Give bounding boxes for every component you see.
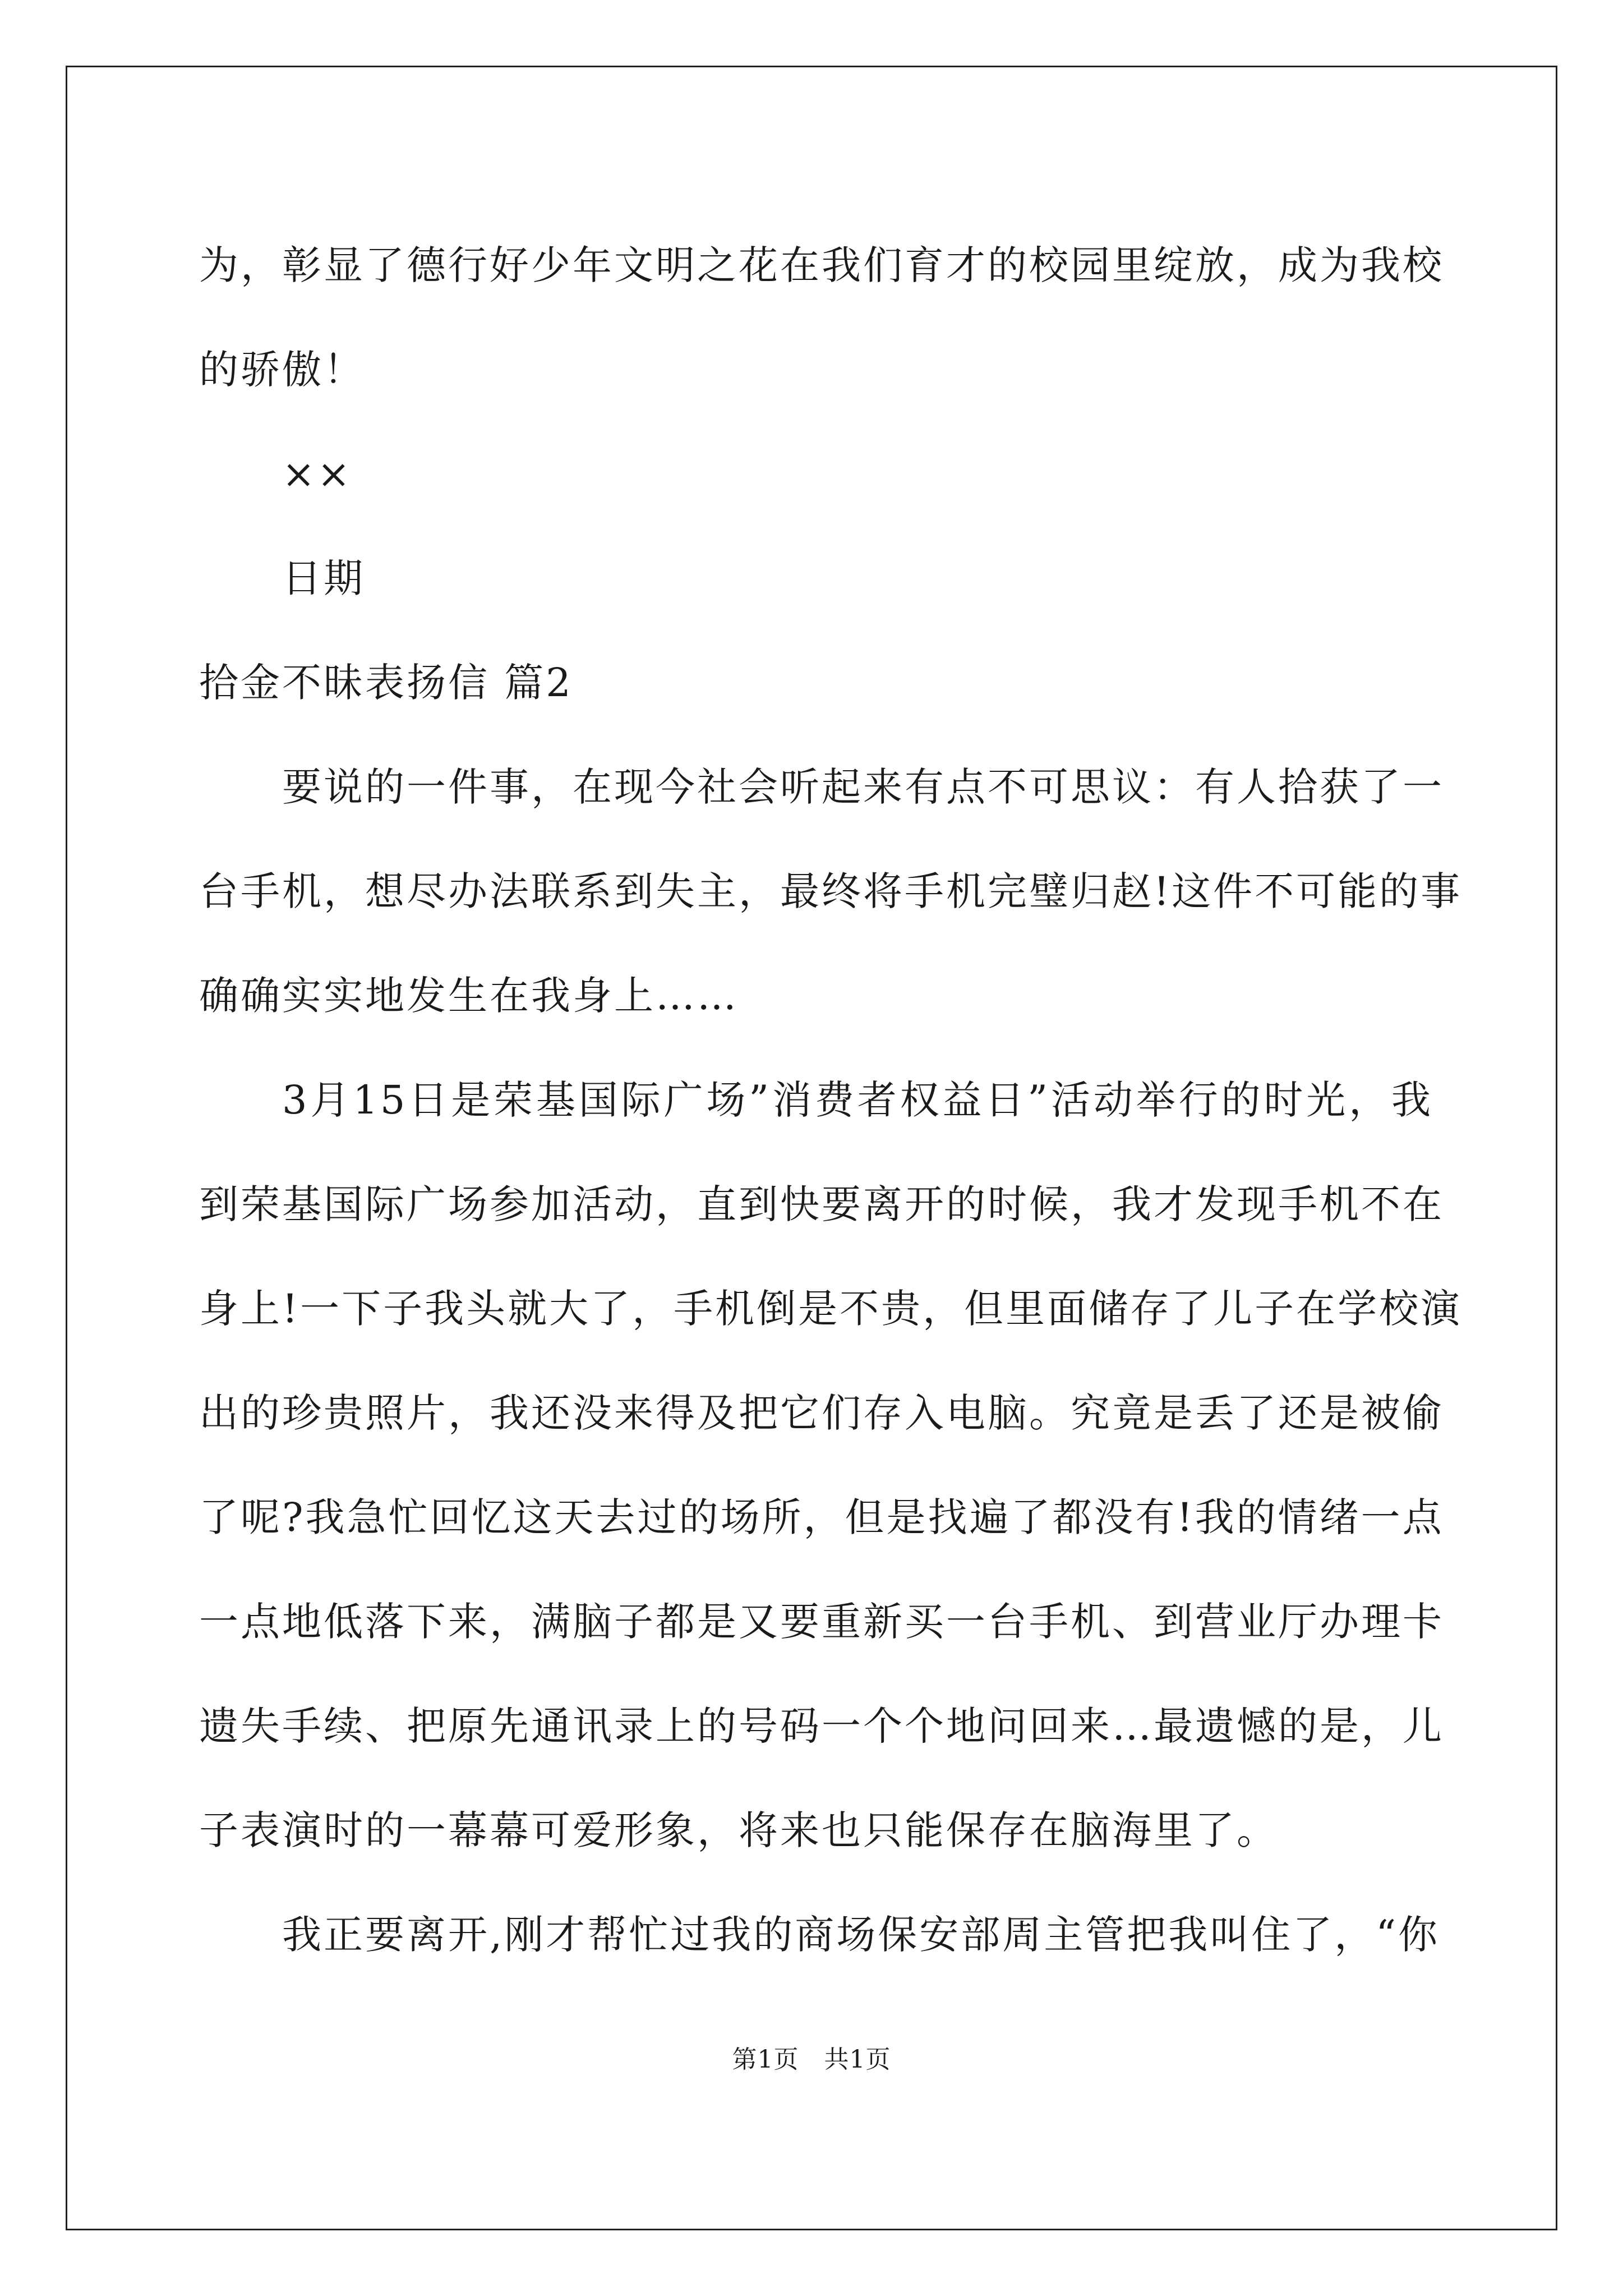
paragraph-line: 我正要离开,刚才帮忙过我的商场保安部周主管把我叫住了，“你 [282,1912,1440,1958]
paragraph-line: 身上!一下子我头就大了，手机倒是不贵，但里面储存了儿子在学校演 [199,1286,1463,1332]
document-body [199,213,1463,1987]
page-footer [0,2039,1623,2075]
section-heading: 拾金不昧表扬信 篇2 [199,660,573,706]
signature-date: 日期 [282,555,365,601]
paragraph-line: 为，彰显了德行好少年文明之花在我们育才的校园里绽放，成为我校 [199,242,1444,288]
paragraph-line: 一点地低落下来，满脑子都是又要重新买一台手机、到营业厅办理卡 [199,1599,1444,1645]
signature-name: ×× [282,451,353,497]
paragraph-line: 确确实实地发生在我身上…… [199,973,739,1019]
paragraph-line: 要说的一件事，在现今社会听起来有点不可思议：有人拾获了一 [282,764,1444,810]
paragraph-line: 遗失手续、把原先通讯录上的号码一个个地问回来…最遗憾的是，儿 [199,1703,1444,1749]
paragraph-line: 3月15日是荣基国际广场”消费者权益日”活动举行的时光，我 [282,1077,1433,1123]
paragraph-line: 台手机，想尽办法联系到失主，最终将手机完璧归赵!这件不可能的事 [199,868,1463,914]
paragraph-line: 的骄傲！ [199,347,365,393]
paragraph-line: 子表演时的一幕幕可爱形象，将来也只能保存在脑海里了。 [199,1807,1278,1853]
paragraph-line: 到荣基国际广场参加活动，直到快要离开的时候，我才发现手机不在 [199,1181,1444,1227]
page-number-label: 第1页 共1页 [732,2045,891,2074]
paragraph-line: 了呢?我急忙回忆这天去过的场所，但是找遍了都没有!我的情绪一点 [199,1494,1444,1540]
paragraph-line: 出的珍贵照片，我还没来得及把它们存入电脑。究竟是丢了还是被偷 [199,1390,1444,1436]
